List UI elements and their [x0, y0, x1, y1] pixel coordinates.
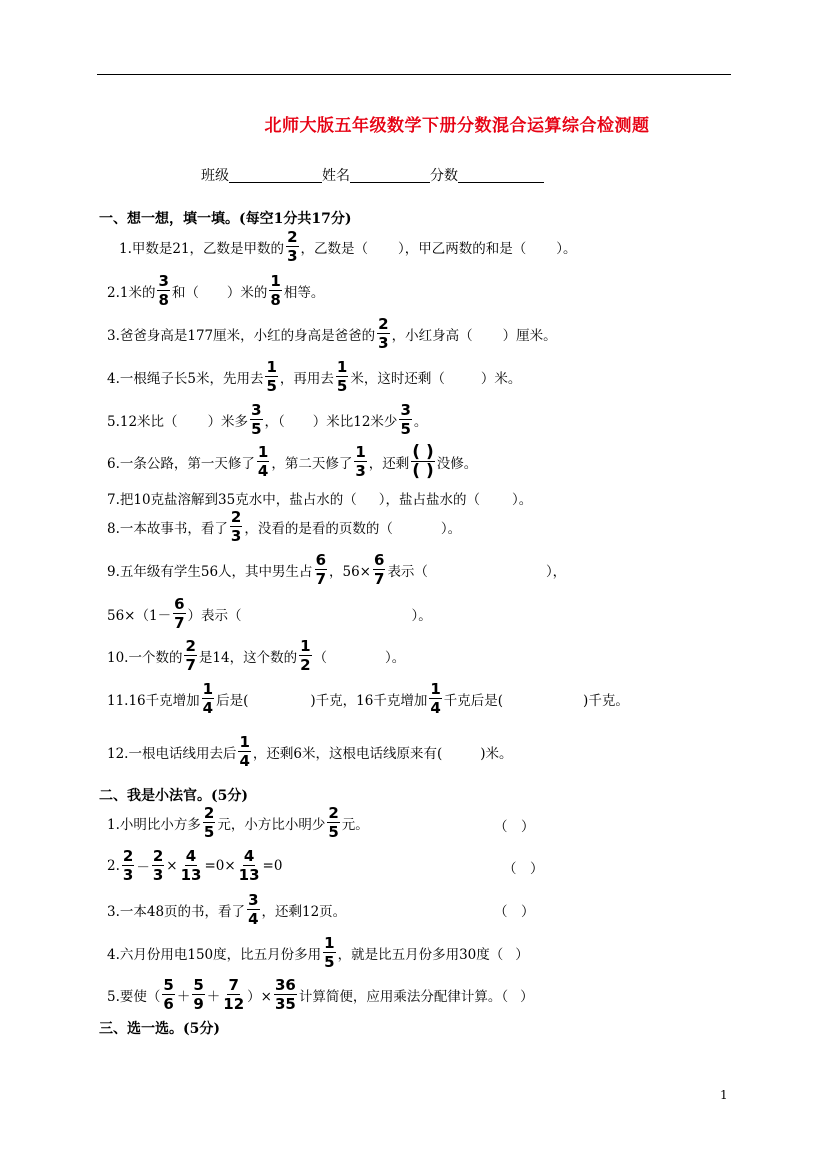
- fraction-part: 5: [163, 976, 174, 994]
- fraction-part: 3: [400, 401, 411, 419]
- fraction-part: 1: [355, 443, 366, 461]
- fraction-part: 7: [374, 570, 385, 588]
- question-text: 9.五年级有学生56人，其中男生占: [107, 563, 313, 580]
- question-4: [107, 358, 521, 395]
- question-text: ）米比12米少: [312, 413, 398, 430]
- question-7: [107, 488, 532, 508]
- question-text: 和（: [171, 284, 199, 301]
- question-text: ）。: [411, 607, 432, 624]
- fraction-part: 1: [239, 733, 250, 751]
- question-text: ，56×: [329, 563, 371, 580]
- judge-3-mark[interactable]: （ ）: [494, 904, 535, 920]
- question-text: ），: [545, 563, 567, 580]
- fraction: [373, 551, 385, 588]
- question-text: 元，小方比小明少: [217, 816, 326, 833]
- fraction: [429, 680, 441, 717]
- judge-2: [107, 847, 282, 884]
- fraction-part: 5: [266, 377, 277, 395]
- question-text: ）。: [556, 240, 577, 257]
- question-text: 6.一条公路，第一天修了: [107, 455, 255, 472]
- fraction: [247, 891, 259, 928]
- judge-2-mark[interactable]: （ ）: [503, 861, 544, 877]
- fraction-part: 3: [122, 866, 134, 884]
- question-text: 4.六月份用电150度，比五月份多用: [107, 946, 322, 963]
- section-3-heading: 三、选一选。(5分): [99, 1021, 220, 1037]
- fraction-part: 8: [158, 291, 169, 309]
- question-text: 11.16千克增加: [107, 692, 200, 709]
- question-text: 。: [413, 413, 428, 430]
- name-blank[interactable]: [350, 168, 430, 183]
- fraction-part: 13: [180, 866, 202, 884]
- question-9-part-2: [107, 595, 432, 632]
- fraction: [257, 443, 269, 480]
- question-text: 12.一根电话线用去后: [107, 745, 237, 762]
- fraction: [286, 228, 298, 265]
- question-text: ）表示（: [187, 607, 242, 624]
- fraction: [315, 551, 327, 588]
- fraction-part: 5: [336, 377, 348, 395]
- judge-4: [107, 934, 529, 971]
- question-text: 千克后是(: [443, 692, 504, 709]
- fraction: [180, 847, 203, 884]
- fraction-part: 5: [203, 823, 215, 841]
- question-text: 1.小明比小方多: [107, 816, 201, 833]
- question-1: [119, 228, 577, 265]
- question-text: ）。: [512, 492, 533, 508]
- fraction-part: 2: [185, 637, 196, 655]
- fraction: [222, 976, 245, 1013]
- question-9: [107, 551, 566, 588]
- fraction: [336, 358, 348, 395]
- fraction: [354, 443, 366, 480]
- question-text: 10.一个数的: [107, 649, 183, 666]
- question-text: 8.一本故事书，看了: [107, 520, 228, 537]
- fraction-part: 5: [193, 976, 204, 994]
- fraction-part: 5: [328, 823, 339, 841]
- fraction-part: 1: [202, 680, 214, 698]
- fraction-part: 3: [158, 272, 169, 290]
- question-text: ，没看的是看的页数的（: [244, 520, 393, 537]
- question-text: 4.一根绳子长5米，先用去: [107, 370, 264, 387]
- fraction-part: 1: [270, 272, 281, 290]
- question-8: [107, 508, 461, 545]
- fraction: [299, 637, 311, 674]
- question-text: 3.一本48页的书，看了: [107, 903, 246, 920]
- judge-5: [107, 976, 534, 1013]
- fraction: [192, 976, 204, 1013]
- question-text: ），盐占盐水的（: [378, 492, 480, 508]
- question-text: ）米多: [207, 413, 249, 430]
- fraction: [203, 804, 215, 841]
- question-text: ＋: [176, 988, 191, 1005]
- fraction-part: 6: [174, 595, 185, 613]
- fraction-part: 36: [274, 976, 296, 994]
- fraction-part: 9: [193, 995, 204, 1013]
- fraction-part: ( ): [412, 442, 434, 462]
- fraction-part: 6: [163, 995, 174, 1013]
- fraction-part: 2: [328, 804, 339, 822]
- fraction-part: 4: [430, 699, 441, 717]
- question-text: )千克。: [583, 692, 629, 709]
- fraction-part: 2: [378, 315, 389, 333]
- fraction: [157, 272, 169, 309]
- page-title: 北师大版五年级数学下册分数混合运算综合检测题: [264, 116, 650, 136]
- question-text: ，还剩6米，这根电话线原来有(: [252, 745, 443, 762]
- fraction: [122, 847, 134, 884]
- question-text: 7.把10克盐溶解到35克水中，盐占水的（: [107, 492, 357, 508]
- fraction-part: 7: [174, 614, 185, 632]
- fraction: [162, 976, 174, 1013]
- fraction-part: 3: [378, 334, 389, 352]
- fraction: [274, 976, 297, 1013]
- fraction-part: 6: [315, 551, 326, 569]
- question-text: －: [136, 859, 150, 876]
- fraction: [238, 733, 250, 770]
- question-3: [107, 315, 557, 352]
- question-text: 是14，这个数的: [198, 649, 298, 666]
- question-text: )千克，16千克增加: [310, 692, 428, 709]
- question-text: 相等。: [283, 284, 325, 301]
- fraction-part: 1: [257, 443, 269, 461]
- fraction: [327, 804, 339, 841]
- question-text: ，乙数是（: [300, 240, 368, 257]
- fraction-part: 5: [400, 420, 411, 438]
- fraction-part: 4: [243, 847, 255, 865]
- fraction-part: 5: [251, 420, 262, 438]
- question-text: （: [313, 649, 328, 666]
- fraction-part: 3: [355, 462, 366, 480]
- judge-1-mark[interactable]: （ ）: [494, 819, 535, 835]
- page-number: 1: [720, 1088, 728, 1102]
- question-text: 3.爸爸身高是177厘米，小红的身高是爸爸的: [107, 327, 376, 344]
- question-text: ）: [515, 946, 529, 963]
- fraction-part: 3: [152, 866, 164, 884]
- question-text: 2.: [107, 857, 120, 874]
- fraction-part: 8: [270, 291, 281, 309]
- fraction-part: 13: [238, 866, 260, 884]
- fraction: [230, 508, 242, 545]
- fraction: [152, 847, 164, 884]
- question-text: ，还剩: [368, 455, 410, 472]
- question-text: 米，这时还剩（: [350, 370, 445, 387]
- fraction-part: 7: [185, 656, 196, 674]
- score-blank[interactable]: [458, 168, 544, 183]
- fraction: [399, 401, 411, 438]
- fraction-part: 6: [374, 551, 385, 569]
- fraction: [323, 934, 335, 971]
- question-text: ，还剩12页。: [261, 903, 347, 920]
- question-text: =0×: [204, 857, 236, 874]
- fraction-blank[interactable]: [411, 443, 434, 480]
- fraction-part: 1: [266, 358, 277, 376]
- fraction-part: 2: [122, 847, 134, 865]
- fraction-part: 7: [315, 570, 326, 588]
- question-text: 56×（1－: [107, 607, 172, 624]
- question-text: ）米的: [226, 284, 268, 301]
- judge-3: [107, 891, 346, 928]
- class-label: 班级: [201, 168, 229, 184]
- question-text: 元。: [341, 816, 369, 833]
- question-text: ，就是比五月份多用30度（: [337, 946, 504, 963]
- fraction: [250, 401, 262, 438]
- question-text: 计算简便，应用乘法分配律计算。（: [298, 988, 509, 1005]
- fraction-part: 3: [230, 527, 242, 545]
- section-1-heading: 一、想一想，填一填。(每空1分共17分): [99, 211, 352, 227]
- fraction-part: 4: [257, 462, 269, 480]
- question-text: 5.要使（: [107, 988, 161, 1005]
- question-text: ）。: [385, 649, 406, 666]
- fraction-part: 2: [287, 228, 298, 246]
- question-text: 后是(: [216, 692, 249, 709]
- fraction-part: 5: [324, 953, 335, 971]
- fraction-part: ( ): [412, 461, 434, 481]
- fraction: [202, 680, 214, 717]
- question-11: [107, 680, 629, 717]
- question-text: ）厘米。: [502, 327, 557, 344]
- question-6: [107, 443, 477, 480]
- question-text: ）: [520, 988, 534, 1005]
- fraction-part: 7: [228, 976, 239, 994]
- fraction-part: 35: [274, 995, 296, 1013]
- fraction: [238, 847, 261, 884]
- fraction: [269, 272, 281, 309]
- section-2-heading: 二、我是小法官。(5分): [99, 788, 248, 804]
- question-text: ）。: [440, 520, 462, 537]
- fraction-part: 1: [324, 934, 335, 952]
- question-text: ），甲乙两数的和是（: [398, 240, 527, 257]
- fraction-part: 1: [300, 637, 311, 655]
- question-text: ＋: [206, 988, 221, 1005]
- question-text: ，（: [264, 413, 285, 430]
- question-text: ×: [166, 857, 178, 874]
- question-text: 1.甲数是21，乙数是甲数的: [119, 240, 285, 257]
- fraction-part: 2: [300, 656, 311, 674]
- question-5: [107, 401, 427, 438]
- fraction-part: 2: [203, 804, 215, 822]
- fraction-part: 4: [239, 752, 250, 770]
- fraction-part: 3: [287, 247, 298, 265]
- fraction-part: 4: [248, 910, 259, 928]
- student-info: [201, 165, 544, 185]
- question-12: [107, 733, 513, 770]
- name-label: 姓名: [322, 168, 350, 184]
- question-text: ）米。: [480, 370, 522, 387]
- fraction-part: 3: [251, 401, 262, 419]
- header-rule: [97, 74, 731, 75]
- fraction: [265, 358, 277, 395]
- question-2: [107, 272, 324, 309]
- question-text: 2.1米的: [107, 284, 156, 301]
- class-blank[interactable]: [229, 168, 322, 183]
- fraction: [173, 595, 185, 632]
- fraction-part: 2: [152, 847, 164, 865]
- question-text: 表示（: [387, 563, 428, 580]
- fraction-part: 2: [230, 508, 242, 526]
- question-10: [107, 637, 405, 674]
- question-text: 没修。: [436, 455, 478, 472]
- question-text: )米。: [480, 745, 513, 762]
- fraction-part: 4: [185, 847, 197, 865]
- question-text: ）×: [247, 988, 272, 1005]
- fraction-part: 1: [430, 680, 441, 698]
- question-text: 5.12米比（: [107, 413, 178, 430]
- question-text: ，小红身高（: [391, 327, 473, 344]
- fraction: [377, 315, 389, 352]
- fraction-part: 3: [248, 891, 259, 909]
- fraction-part: 1: [336, 358, 348, 376]
- fraction-part: 4: [202, 699, 214, 717]
- question-text: ，第二天修了: [271, 455, 353, 472]
- score-label: 分数: [430, 168, 458, 184]
- fraction: [184, 637, 196, 674]
- judge-1: [107, 804, 369, 841]
- fraction-part: 12: [223, 995, 245, 1013]
- question-text: =0: [262, 857, 283, 874]
- question-text: ，再用去: [279, 370, 334, 387]
